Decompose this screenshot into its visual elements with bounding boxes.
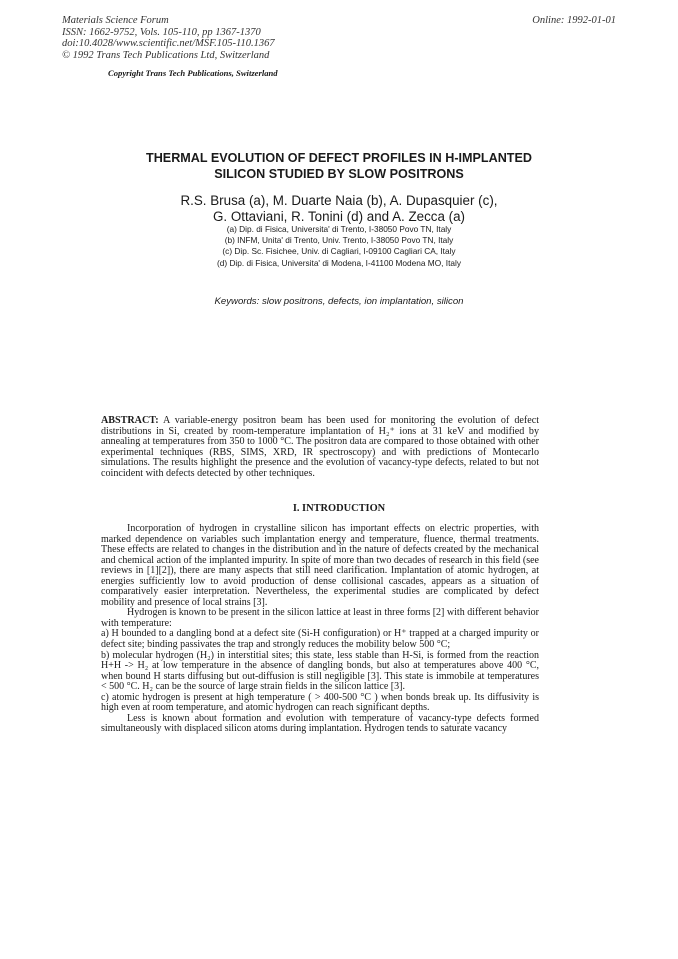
title-line: THERMAL EVOLUTION OF DEFECT PROFILES IN H-IMPLANTED [146, 151, 532, 165]
affiliation: (c) Dip. Sc. Fisichee, Univ. di Cagliari, I-09100 Cagliari CA, Italy [222, 246, 456, 257]
journal-name: Materials Science Forum [62, 15, 169, 26]
author-list [100, 193, 578, 224]
author-line: G. Ottaviani, R. Tonini (d) and A. Zecca (a) [212, 208, 466, 224]
affiliation: (a) Dip. di Fisica, Universita' di Trento, I-38050 Povo TN, Italy [226, 224, 452, 234]
online-date: Online: 1992-01-01 [532, 15, 616, 26]
list-item: c) atomic hydrogen is present at high temperature ( > 400-500 °C ) when bonds break up. Its diffusivity is high even at room temperature, and atomic hydrogen can reach significant depths. [101, 691, 539, 714]
copyright-notice: Copyright Trans Tech Publications, Switzerland [108, 68, 278, 78]
list-item: a) H bounded to a dangling bond at a defect site (Si-H configuration) or H⁺ trapped at a charged impurity or defect site; binding passivates the trap and strongly reduces the mobility below 500 °C; [101, 628, 539, 651]
list-item: b) molecular hydrogen (H₂) in interstitial sites; this state, less stable than H-Si, is formed from the reaction H+H -> H₂ at low temperature in the absence of dangling bonds, but also at temperatures above 400 °C, when bound H starts diffusing but out-diffusion is still negligible [3]. This state is immobile at temperatures < 500 °C. H₂ can be the source of large strain fields in the silicon lattice [3]. [101, 649, 539, 693]
author-line: R.S. Brusa (a), M. Duarte Naia (b), A. Dupasquier (c), [180, 193, 498, 208]
abstract-text: A variable-energy positron beam has been used for monitoring the evolution of defect distributions in Si, created by room-temperature implantation of H₂⁺ ions at 31 keV and modified by annealing at temperatures from 350 to 1000 °C. The positron data are compared to those obtained with other experimental techniques (RBS, SIMS, XRD, IR spectroscopy) and with predictions of Montecarlo simulations. The results highlight the presence and the evolution of vacancy-type defects, related to but not coincident with defects detected by other techniques. [101, 415, 539, 479]
introduction-body [101, 524, 539, 735]
paragraph: Incorporation of hydrogen in crystalline silicon has important effects on electric properties, with marked dependence on variables such implantation energy and temperature, fluence, thermal treatments. These effects are related to changes in the distribution and in the nature of defects created by the mechanical and chemical action of the implanted impurity. In spite of more than two decades of research in this field (see reviews in [1][2]), there are many aspects that still need clarification. Implantation of atomic hydrogen, at energies sufficiently low to avoid production of dense collisional cascades, appears as a situation of comparatively easier interpretation. Nevertheless, the experimental studies are complicated by defect mobility and presence of local strains [3]. [101, 523, 539, 608]
affiliation-list [100, 224, 578, 269]
title-line: SILICON STUDIED BY SLOW POSITRONS [214, 167, 464, 181]
paper-title [100, 150, 578, 182]
abstract-label: ABSTRACT: [101, 415, 159, 426]
doi-line: doi:10.4028/www.scientific.net/MSF.105-110.1367 [62, 38, 275, 50]
issn-line: ISSN: 1662-9752, Vols. 105-110, pp 1367-1370 [62, 26, 261, 38]
affiliation: (d) Dip. di Fisica, Universita' di Modena, I-41100 Modena MO, Italy [217, 257, 461, 268]
paragraph: Less is known about formation and evolution with temperature of vacancy-type defects formed simultaneously with displaced silicon atoms during implantation. Hydrogen tends to saturate vacancy [101, 712, 539, 735]
publisher-line: © 1992 Trans Tech Publications Ltd, Switzerland [62, 49, 270, 61]
paragraph: Hydrogen is known to be present in the silicon lattice at least in three forms [2] with different behavior with temperature: [101, 607, 539, 629]
keywords: Keywords: slow positrons, defects, ion implantation, silicon [214, 296, 464, 307]
journal-metadata [62, 15, 275, 61]
abstract [101, 416, 539, 480]
section-heading: I. INTRODUCTION [292, 503, 386, 514]
affiliation: (b) INFM, Unita' di Trento, Univ. Trento, I-38050 Povo TN, Italy [224, 235, 454, 246]
